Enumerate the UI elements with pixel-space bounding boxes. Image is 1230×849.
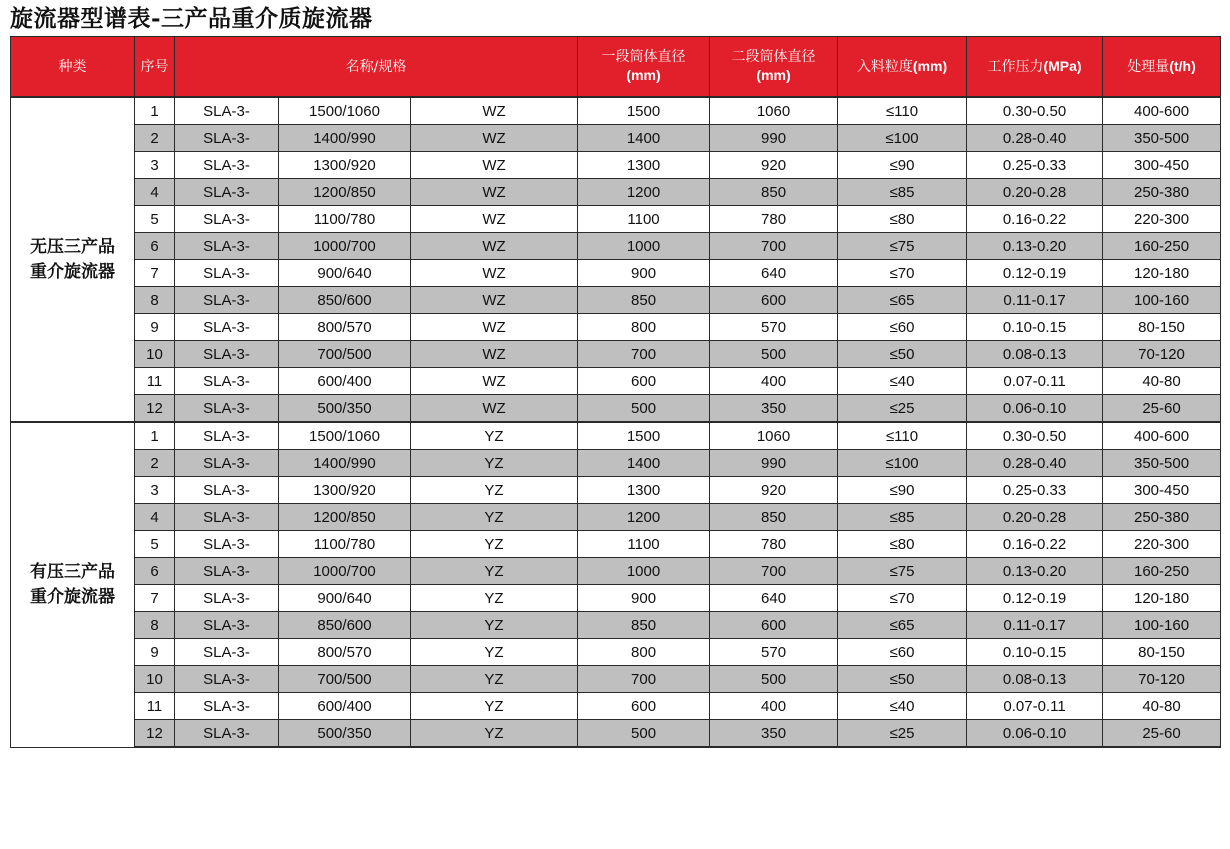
cell-size: 1200/850 <box>279 504 411 531</box>
cell-capacity: 70-120 <box>1103 666 1221 693</box>
cell-capacity: 350-500 <box>1103 450 1221 477</box>
cell-d1: 800 <box>578 639 710 666</box>
cell-feed: ≤60 <box>838 639 967 666</box>
cell-feed: ≤40 <box>838 693 967 720</box>
cell-size: 700/500 <box>279 666 411 693</box>
cell-prefix: SLA-3- <box>175 97 279 125</box>
table-row <box>11 125 1221 152</box>
cell-d2: 500 <box>710 341 838 368</box>
cell-feed: ≤110 <box>838 422 967 450</box>
cell-size: 1400/990 <box>279 125 411 152</box>
cell-pressure: 0.11-0.17 <box>967 287 1103 314</box>
cell-pressure: 0.07-0.11 <box>967 368 1103 395</box>
cell-d2: 990 <box>710 125 838 152</box>
cell-pressure: 0.20-0.28 <box>967 179 1103 206</box>
cell-capacity: 70-120 <box>1103 341 1221 368</box>
cell-size: 900/640 <box>279 585 411 612</box>
cell-seq: 3 <box>135 477 175 504</box>
table-row <box>11 558 1221 585</box>
category-line1: 无压三产品 <box>30 236 115 257</box>
cell-d2: 990 <box>710 450 838 477</box>
cell-pressure: 0.16-0.22 <box>967 206 1103 233</box>
table-row <box>11 531 1221 558</box>
cell-d2: 500 <box>710 666 838 693</box>
cell-pressure: 0.13-0.20 <box>967 233 1103 260</box>
cell-capacity: 250-380 <box>1103 179 1221 206</box>
cell-capacity: 100-160 <box>1103 287 1221 314</box>
cell-type: YZ <box>411 531 578 558</box>
cell-size: 500/350 <box>279 395 411 423</box>
cell-prefix: SLA-3- <box>175 422 279 450</box>
cell-capacity: 40-80 <box>1103 693 1221 720</box>
header-name-spec: 名称/规格 <box>175 37 578 98</box>
cell-capacity: 120-180 <box>1103 585 1221 612</box>
cell-type: WZ <box>411 368 578 395</box>
cell-seq: 8 <box>135 612 175 639</box>
cell-type: YZ <box>411 422 578 450</box>
header-feed-unit: (mm) <box>912 58 948 74</box>
cell-prefix: SLA-3- <box>175 233 279 260</box>
cell-d1: 600 <box>578 693 710 720</box>
cell-d1: 700 <box>578 666 710 693</box>
category-line2: 重介旋流器 <box>30 261 115 282</box>
cell-d1: 700 <box>578 341 710 368</box>
category-cell <box>11 422 135 747</box>
cell-pressure: 0.06-0.10 <box>967 720 1103 748</box>
cell-size: 1000/700 <box>279 558 411 585</box>
cell-feed: ≤70 <box>838 260 967 287</box>
cell-d2: 600 <box>710 612 838 639</box>
cell-size: 1100/780 <box>279 531 411 558</box>
cell-prefix: SLA-3- <box>175 504 279 531</box>
cell-prefix: SLA-3- <box>175 693 279 720</box>
cell-pressure: 0.13-0.20 <box>967 558 1103 585</box>
table-row <box>11 504 1221 531</box>
cell-type: WZ <box>411 233 578 260</box>
cell-capacity: 300-450 <box>1103 477 1221 504</box>
header-d2 <box>710 37 838 98</box>
table-row <box>11 368 1221 395</box>
spec-table <box>10 36 1221 748</box>
cell-d1: 900 <box>578 260 710 287</box>
cell-pressure: 0.10-0.15 <box>967 314 1103 341</box>
cell-d2: 780 <box>710 531 838 558</box>
cell-type: YZ <box>411 450 578 477</box>
cell-d2: 920 <box>710 477 838 504</box>
cell-d2: 350 <box>710 395 838 423</box>
table-row <box>11 693 1221 720</box>
header-capacity-unit: (t/h) <box>1169 58 1196 74</box>
cell-d2: 850 <box>710 179 838 206</box>
cell-prefix: SLA-3- <box>175 341 279 368</box>
cell-d2: 780 <box>710 206 838 233</box>
cell-feed: ≤25 <box>838 395 967 423</box>
table-row <box>11 152 1221 179</box>
cell-prefix: SLA-3- <box>175 206 279 233</box>
table-row <box>11 314 1221 341</box>
cell-seq: 6 <box>135 558 175 585</box>
cell-d2: 640 <box>710 260 838 287</box>
cell-size: 1000/700 <box>279 233 411 260</box>
table-body <box>11 97 1221 747</box>
cell-type: WZ <box>411 341 578 368</box>
cell-seq: 6 <box>135 233 175 260</box>
cell-d2: 570 <box>710 639 838 666</box>
cell-feed: ≤75 <box>838 233 967 260</box>
table-row <box>11 720 1221 748</box>
header-feed <box>838 37 967 98</box>
cell-seq: 1 <box>135 422 175 450</box>
cell-pressure: 0.10-0.15 <box>967 639 1103 666</box>
cell-capacity: 100-160 <box>1103 612 1221 639</box>
table-row <box>11 341 1221 368</box>
header-d2-line1: 二段筒体直径 <box>731 49 816 65</box>
cell-prefix: SLA-3- <box>175 612 279 639</box>
cell-seq: 10 <box>135 341 175 368</box>
cell-d1: 1500 <box>578 422 710 450</box>
cell-type: YZ <box>411 477 578 504</box>
cell-seq: 4 <box>135 504 175 531</box>
cell-type: YZ <box>411 558 578 585</box>
cell-capacity: 250-380 <box>1103 504 1221 531</box>
cell-type: WZ <box>411 395 578 423</box>
cell-type: YZ <box>411 720 578 748</box>
cell-feed: ≤110 <box>838 97 967 125</box>
cell-prefix: SLA-3- <box>175 450 279 477</box>
cell-d2: 400 <box>710 693 838 720</box>
cell-type: WZ <box>411 206 578 233</box>
cell-feed: ≤50 <box>838 666 967 693</box>
cell-d2: 640 <box>710 585 838 612</box>
cell-prefix: SLA-3- <box>175 558 279 585</box>
cell-seq: 8 <box>135 287 175 314</box>
cell-size: 1400/990 <box>279 450 411 477</box>
cell-capacity: 350-500 <box>1103 125 1221 152</box>
cell-feed: ≤75 <box>838 558 967 585</box>
cell-pressure: 0.16-0.22 <box>967 531 1103 558</box>
table-row <box>11 477 1221 504</box>
cell-d1: 850 <box>578 287 710 314</box>
cell-size: 1300/920 <box>279 152 411 179</box>
cell-pressure: 0.06-0.10 <box>967 395 1103 423</box>
cell-d2: 700 <box>710 558 838 585</box>
cell-type: YZ <box>411 585 578 612</box>
table-row <box>11 585 1221 612</box>
cell-d2: 700 <box>710 233 838 260</box>
cell-seq: 7 <box>135 585 175 612</box>
cell-capacity: 80-150 <box>1103 314 1221 341</box>
cell-size: 1300/920 <box>279 477 411 504</box>
cell-prefix: SLA-3- <box>175 179 279 206</box>
page-title: 旋流器型谱表-三产品重介质旋流器 <box>10 5 373 32</box>
cell-d1: 1100 <box>578 531 710 558</box>
cell-seq: 5 <box>135 206 175 233</box>
cell-type: YZ <box>411 693 578 720</box>
cell-prefix: SLA-3- <box>175 395 279 423</box>
cell-d2: 570 <box>710 314 838 341</box>
cell-d1: 850 <box>578 612 710 639</box>
cell-feed: ≤40 <box>838 368 967 395</box>
cell-prefix: SLA-3- <box>175 666 279 693</box>
cell-seq: 3 <box>135 152 175 179</box>
table-row <box>11 450 1221 477</box>
cell-capacity: 300-450 <box>1103 152 1221 179</box>
cell-feed: ≤80 <box>838 531 967 558</box>
cell-d2: 1060 <box>710 422 838 450</box>
table-row <box>11 612 1221 639</box>
header-d2-unit: (mm) <box>756 67 791 83</box>
cell-feed: ≤50 <box>838 341 967 368</box>
cell-d2: 850 <box>710 504 838 531</box>
cell-seq: 9 <box>135 314 175 341</box>
cell-d1: 500 <box>578 395 710 423</box>
cell-type: YZ <box>411 504 578 531</box>
category-line1: 有压三产品 <box>30 561 115 582</box>
cell-type: YZ <box>411 639 578 666</box>
cell-d1: 1500 <box>578 97 710 125</box>
cell-size: 800/570 <box>279 639 411 666</box>
cell-capacity: 160-250 <box>1103 558 1221 585</box>
cell-size: 1200/850 <box>279 179 411 206</box>
cell-seq: 12 <box>135 395 175 423</box>
header-feed-label: 入料粒度 <box>856 59 913 75</box>
cell-capacity: 25-60 <box>1103 395 1221 423</box>
cell-feed: ≤65 <box>838 612 967 639</box>
cell-pressure: 0.30-0.50 <box>967 97 1103 125</box>
cell-size: 700/500 <box>279 341 411 368</box>
cell-size: 900/640 <box>279 260 411 287</box>
cell-type: WZ <box>411 287 578 314</box>
cell-capacity: 400-600 <box>1103 97 1221 125</box>
cell-capacity: 120-180 <box>1103 260 1221 287</box>
cell-prefix: SLA-3- <box>175 314 279 341</box>
cell-d2: 600 <box>710 287 838 314</box>
cell-capacity: 220-300 <box>1103 531 1221 558</box>
cell-type: WZ <box>411 260 578 287</box>
table-row <box>11 422 1221 450</box>
cell-size: 1100/780 <box>279 206 411 233</box>
header-pressure <box>967 37 1103 98</box>
cell-prefix: SLA-3- <box>175 585 279 612</box>
cell-type: WZ <box>411 125 578 152</box>
cell-prefix: SLA-3- <box>175 639 279 666</box>
cell-feed: ≤80 <box>838 206 967 233</box>
header-seq: 序号 <box>135 37 175 98</box>
cell-pressure: 0.12-0.19 <box>967 260 1103 287</box>
cell-prefix: SLA-3- <box>175 477 279 504</box>
cell-seq: 1 <box>135 97 175 125</box>
header-d1 <box>578 37 710 98</box>
header-d1-line1: 一段筒体直径 <box>601 49 686 65</box>
cell-seq: 11 <box>135 368 175 395</box>
cell-pressure: 0.20-0.28 <box>967 504 1103 531</box>
cell-seq: 11 <box>135 693 175 720</box>
cell-d2: 350 <box>710 720 838 748</box>
cell-pressure: 0.25-0.33 <box>967 477 1103 504</box>
cell-feed: ≤90 <box>838 152 967 179</box>
cell-type: WZ <box>411 314 578 341</box>
cell-prefix: SLA-3- <box>175 152 279 179</box>
cell-size: 600/400 <box>279 368 411 395</box>
cell-size: 800/570 <box>279 314 411 341</box>
cell-d1: 900 <box>578 585 710 612</box>
cell-size: 600/400 <box>279 693 411 720</box>
table-row <box>11 179 1221 206</box>
cell-d1: 1400 <box>578 450 710 477</box>
table-row <box>11 206 1221 233</box>
header-pressure-unit: (MPa) <box>1043 58 1082 74</box>
cell-feed: ≤100 <box>838 450 967 477</box>
cell-d1: 1200 <box>578 179 710 206</box>
category-line2: 重介旋流器 <box>30 586 115 607</box>
cell-size: 1500/1060 <box>279 422 411 450</box>
table-row <box>11 260 1221 287</box>
table-row <box>11 233 1221 260</box>
cell-prefix: SLA-3- <box>175 125 279 152</box>
cell-seq: 7 <box>135 260 175 287</box>
header-capacity-label: 处理量 <box>1127 59 1170 75</box>
cell-type: YZ <box>411 612 578 639</box>
cell-seq: 12 <box>135 720 175 748</box>
cell-d1: 1300 <box>578 152 710 179</box>
cell-capacity: 80-150 <box>1103 639 1221 666</box>
cell-capacity: 220-300 <box>1103 206 1221 233</box>
cell-pressure: 0.11-0.17 <box>967 612 1103 639</box>
category-cell <box>11 97 135 422</box>
cell-feed: ≤85 <box>838 179 967 206</box>
cell-feed: ≤90 <box>838 477 967 504</box>
cell-d1: 500 <box>578 720 710 748</box>
cell-d1: 1200 <box>578 504 710 531</box>
header-category: 种类 <box>11 37 135 98</box>
cell-pressure: 0.08-0.13 <box>967 666 1103 693</box>
cell-feed: ≤25 <box>838 720 967 748</box>
cell-feed: ≤60 <box>838 314 967 341</box>
cell-d1: 1000 <box>578 558 710 585</box>
cell-d1: 1300 <box>578 477 710 504</box>
cell-pressure: 0.28-0.40 <box>967 125 1103 152</box>
cell-size: 850/600 <box>279 612 411 639</box>
header-pressure-label: 工作压力 <box>987 59 1044 75</box>
cell-d1: 600 <box>578 368 710 395</box>
cell-pressure: 0.08-0.13 <box>967 341 1103 368</box>
cell-d1: 800 <box>578 314 710 341</box>
cell-prefix: SLA-3- <box>175 531 279 558</box>
cell-pressure: 0.28-0.40 <box>967 450 1103 477</box>
cell-seq: 4 <box>135 179 175 206</box>
cell-prefix: SLA-3- <box>175 720 279 748</box>
cell-seq: 5 <box>135 531 175 558</box>
cell-d2: 1060 <box>710 97 838 125</box>
cell-type: YZ <box>411 666 578 693</box>
cell-pressure: 0.07-0.11 <box>967 693 1103 720</box>
cell-d2: 400 <box>710 368 838 395</box>
cell-capacity: 160-250 <box>1103 233 1221 260</box>
cell-feed: ≤100 <box>838 125 967 152</box>
cell-capacity: 40-80 <box>1103 368 1221 395</box>
cell-type: WZ <box>411 152 578 179</box>
cell-seq: 9 <box>135 639 175 666</box>
cell-d1: 1000 <box>578 233 710 260</box>
cell-type: WZ <box>411 97 578 125</box>
cell-prefix: SLA-3- <box>175 287 279 314</box>
cell-type: WZ <box>411 179 578 206</box>
cell-d1: 1400 <box>578 125 710 152</box>
header-capacity <box>1103 37 1221 98</box>
cell-pressure: 0.12-0.19 <box>967 585 1103 612</box>
table-row <box>11 639 1221 666</box>
cell-feed: ≤70 <box>838 585 967 612</box>
cell-d2: 920 <box>710 152 838 179</box>
cell-feed: ≤85 <box>838 504 967 531</box>
cell-d1: 1100 <box>578 206 710 233</box>
cell-seq: 10 <box>135 666 175 693</box>
cell-feed: ≤65 <box>838 287 967 314</box>
cell-capacity: 25-60 <box>1103 720 1221 748</box>
header-row <box>11 37 1221 98</box>
cell-prefix: SLA-3- <box>175 368 279 395</box>
cell-seq: 2 <box>135 125 175 152</box>
cell-size: 500/350 <box>279 720 411 748</box>
cell-pressure: 0.30-0.50 <box>967 422 1103 450</box>
header-d1-unit: (mm) <box>626 67 661 83</box>
table-row <box>11 395 1221 423</box>
table-row <box>11 666 1221 693</box>
cell-capacity: 400-600 <box>1103 422 1221 450</box>
cell-prefix: SLA-3- <box>175 260 279 287</box>
cell-seq: 2 <box>135 450 175 477</box>
cell-size: 850/600 <box>279 287 411 314</box>
cell-pressure: 0.25-0.33 <box>967 152 1103 179</box>
table-row <box>11 287 1221 314</box>
cell-size: 1500/1060 <box>279 97 411 125</box>
table-row <box>11 97 1221 125</box>
